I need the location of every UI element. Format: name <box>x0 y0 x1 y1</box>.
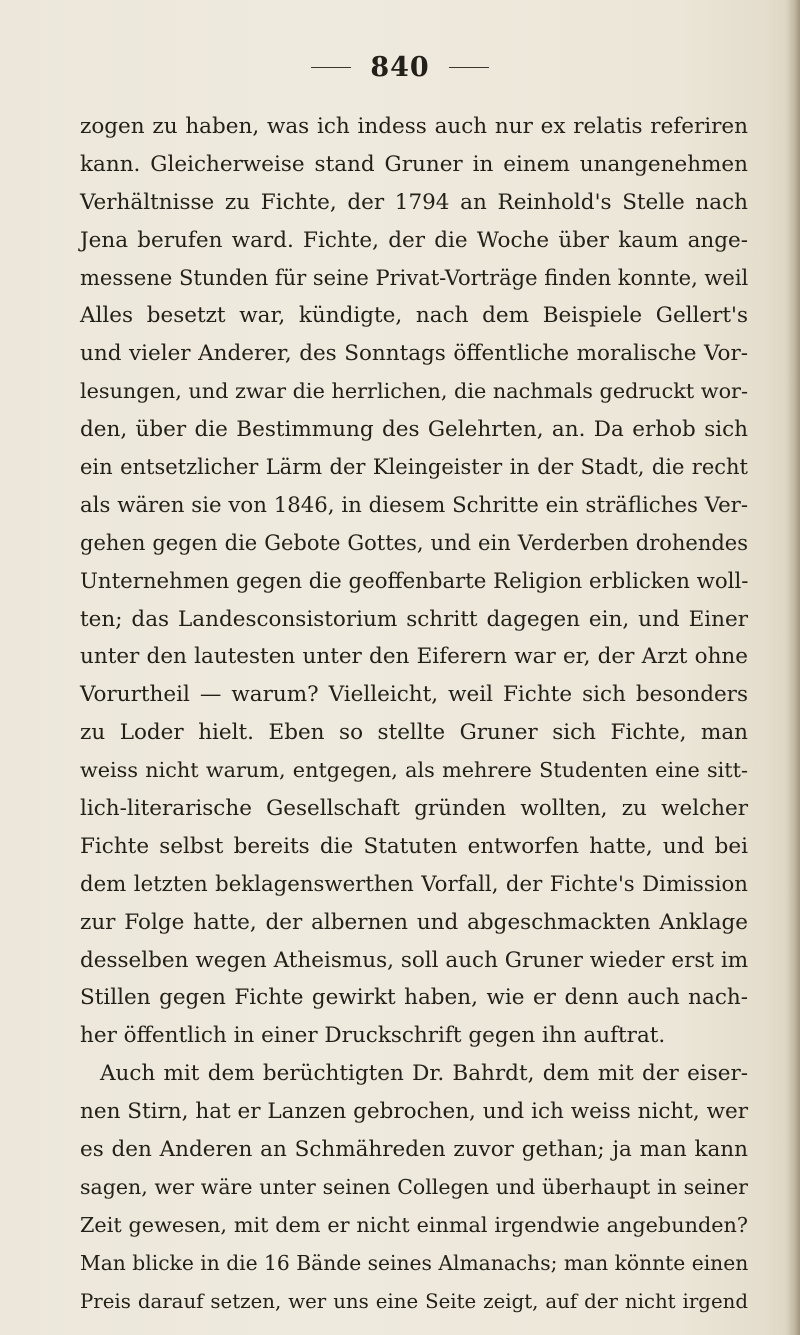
text-line: nen Stirn, hat er Lanzen gebrochen, und ich weiss nicht, wer <box>80 1099 748 1125</box>
page-edge-shadow <box>786 0 800 1335</box>
text-line: Unternehmen gegen die geoffenbarte Religion erblicken woll- <box>80 568 749 594</box>
text-line: und vieler Anderer, des Sonntags öffentliche moralische Vor- <box>80 341 748 367</box>
text-line: ein entsetzlicher Lärm der Kleingeister in der Stadt, die recht <box>80 455 748 480</box>
text-line: dem letzten beklagenswerthen Vorfall, der Fichte's Dimission <box>80 871 748 897</box>
body-text <box>80 108 748 1321</box>
text-line: ten; das Landesconsistorium schritt dagegen ein, und Einer <box>80 606 748 632</box>
text-line: gehen gegen die Gebote Gottes, und ein Verderben drohendes <box>80 530 748 555</box>
text-line: unter den lautesten unter den Eiferern war er, der Arzt ohne <box>80 644 748 670</box>
text-line: Alles besetzt war, kündigte, nach dem Beispiele Gellert's <box>80 303 748 329</box>
text-line: kann. Gleicherweise stand Gruner in einem unangenehmen <box>80 151 748 177</box>
text-line: desselben wegen Atheismus, soll auch Gruner wieder erst im <box>80 947 749 973</box>
text-line: messene Stunden für seine Privat-Vorträge finden konnte, weil <box>80 265 749 290</box>
header-rule-right <box>449 67 489 68</box>
text-line: lesungen, und zwar die herrlichen, die nachmals gedruckt wor- <box>80 379 748 404</box>
text-line: den, über die Bestimmung des Gelehrten, an. Da erhob sich <box>80 417 748 443</box>
text-line: zogen zu haben, was ich indess auch nur ex relatis referiren <box>80 114 748 139</box>
text-line: Jena berufen ward. Fichte, der die Woche über kaum ange- <box>80 227 748 253</box>
text-line: Auch mit dem berüchtigten Dr. Bahrdt, dem mit der eiser- <box>100 1061 748 1087</box>
text-line: zu Loder hielt. Eben so stellte Gruner sich Fichte, man <box>80 720 748 746</box>
text-line: Stillen gegen Fichte gewirkt haben, wie er denn auch nach- <box>80 985 748 1011</box>
text-line: Fichte selbst bereits die Statuten entworfen hatte, und bei <box>80 833 748 859</box>
text-line: sagen, wer wäre unter seinen Collegen und überhaupt in seiner <box>80 1174 748 1199</box>
text-line: Zeit gewesen, mit dem er nicht einmal irgendwie angebunden? <box>80 1212 748 1237</box>
header-rule-left <box>311 67 351 68</box>
page-header <box>0 52 800 92</box>
text-line: es den Anderen an Schmähreden zuvor gethan; ja man kann <box>80 1137 748 1163</box>
text-line: Preis darauf setzen, wer uns eine Seite zeigt, auf der nicht irgend <box>80 1289 748 1313</box>
text-line: Vorurtheil — warum? Vielleicht, weil Fichte sich besonders <box>80 682 748 708</box>
text-line: Man blicke in die 16 Bände seines Almanachs; man könnte einen <box>80 1250 749 1275</box>
text-line: Verhältnisse zu Fichte, der 1794 an Reinhold's Stelle nach <box>80 189 748 215</box>
text-line: weiss nicht warum, entgegen, als mehrere Studenten eine sitt- <box>80 758 748 783</box>
text-line: lich-literarische Gesellschaft gründen wollten, zu welcher <box>80 796 748 822</box>
page-number: 840 <box>370 52 430 83</box>
text-line: zur Folge hatte, der albernen und abgeschmackten Anklage <box>80 909 748 935</box>
text-line: als wären sie von 1846, in diesem Schritte ein sträfliches Ver- <box>80 492 748 518</box>
text-line: her öffentlich in einer Druckschrift gegen ihn auftrat. <box>80 1023 666 1049</box>
